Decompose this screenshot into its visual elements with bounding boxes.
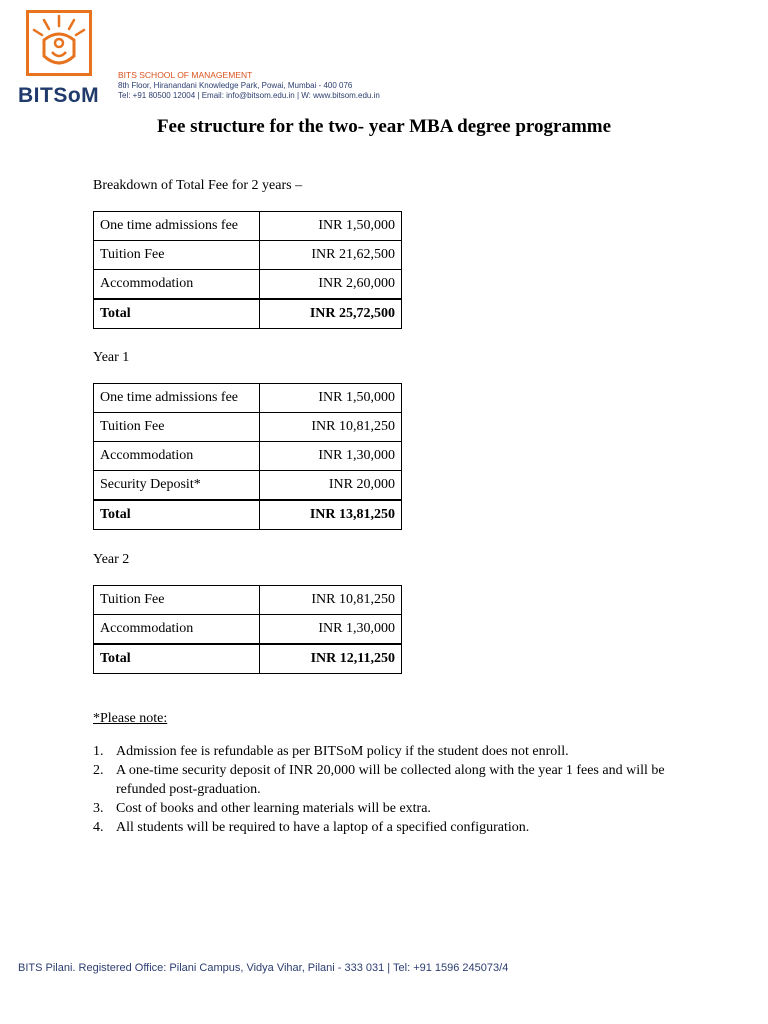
list-text: A one-time security deposit of INR 20,000 will be collected along with the year 1 fees and will be refunded post-graduation. xyxy=(116,763,665,797)
fee-table-year-1 xyxy=(93,383,402,530)
fee-table-total xyxy=(93,211,402,329)
total-amount: INR 12,11,250 xyxy=(260,644,402,674)
org-name: BITS SCHOOL OF MANAGEMENT xyxy=(118,70,253,80)
section-caption-total: Breakdown of Total Fee for 2 years – xyxy=(93,178,303,193)
list-text: Admission fee is refundable as per BITSoM policy if the student does not enroll. xyxy=(116,744,569,759)
table-row-total xyxy=(94,500,402,530)
fee-table-year-2 xyxy=(93,585,402,674)
fee-label: Accommodation xyxy=(94,442,260,471)
fee-label: Tuition Fee xyxy=(94,241,260,270)
notes-title: *Please note: xyxy=(93,711,168,726)
fee-amount: INR 1,50,000 xyxy=(260,384,402,413)
section-caption-year-2: Year 2 xyxy=(93,552,130,567)
fee-label: Accommodation xyxy=(94,615,260,645)
section-caption-year-1: Year 1 xyxy=(93,350,130,365)
table-row xyxy=(94,384,402,413)
page-title: Fee structure for the two- year MBA degree programme xyxy=(156,116,612,137)
table-row xyxy=(94,586,402,615)
list-number: 4. xyxy=(93,820,104,835)
list-number: 2. xyxy=(93,763,104,778)
lion-emblem-icon xyxy=(26,10,92,76)
list-number: 3. xyxy=(93,801,104,816)
page-footer: BITS Pilani. Registered Office: Pilani Campus, Vidya Vihar, Pilani - 333 031 | Tel: +91 1596 245073/4 xyxy=(18,962,509,974)
fee-amount: INR 2,60,000 xyxy=(260,270,402,300)
logo-wordmark: BITSoM xyxy=(18,84,100,107)
total-label: Total xyxy=(94,299,260,329)
fee-amount: INR 1,50,000 xyxy=(260,212,402,241)
org-contact: Tel: +91 80500 12004 | Email: info@bitsom.edu.in | W: www.bitsom.edu.in xyxy=(118,91,380,100)
table-row xyxy=(94,413,402,442)
total-label: Total xyxy=(94,500,260,530)
fee-label: One time admissions fee xyxy=(94,212,260,241)
table-row xyxy=(94,270,402,300)
fee-amount: INR 21,62,500 xyxy=(260,241,402,270)
table-row xyxy=(94,442,402,471)
list-number: 1. xyxy=(93,744,104,759)
table-row xyxy=(94,471,402,501)
total-amount: INR 13,81,250 xyxy=(260,500,402,530)
table-row-total xyxy=(94,644,402,674)
table-row-total xyxy=(94,299,402,329)
table-row xyxy=(94,615,402,645)
list-text: Cost of books and other learning materials will be extra. xyxy=(116,801,431,816)
list-text: All students will be required to have a laptop of a specified configuration. xyxy=(116,820,530,835)
total-amount: INR 25,72,500 xyxy=(260,299,402,329)
list-item xyxy=(93,761,673,799)
bitsom-logo xyxy=(18,10,100,107)
org-address: 8th Floor, Hiranandani Knowledge Park, Powai, Mumbai - 400 076 xyxy=(118,80,353,90)
fee-amount: INR 20,000 xyxy=(260,471,402,501)
fee-label: Accommodation xyxy=(94,270,260,300)
fee-label: Tuition Fee xyxy=(94,586,260,615)
list-item xyxy=(93,818,673,837)
fee-amount: INR 1,30,000 xyxy=(260,442,402,471)
letterhead xyxy=(118,70,380,102)
fee-label: Tuition Fee xyxy=(94,413,260,442)
table-row xyxy=(94,241,402,270)
notes-list xyxy=(93,742,673,837)
fee-label: Security Deposit* xyxy=(94,471,260,501)
list-item xyxy=(93,799,673,818)
table-row xyxy=(94,212,402,241)
fee-amount: INR 1,30,000 xyxy=(260,615,402,645)
list-item xyxy=(93,742,673,761)
fee-amount: INR 10,81,250 xyxy=(260,413,402,442)
fee-amount: INR 10,81,250 xyxy=(260,586,402,615)
fee-label: One time admissions fee xyxy=(94,384,260,413)
total-label: Total xyxy=(94,644,260,674)
